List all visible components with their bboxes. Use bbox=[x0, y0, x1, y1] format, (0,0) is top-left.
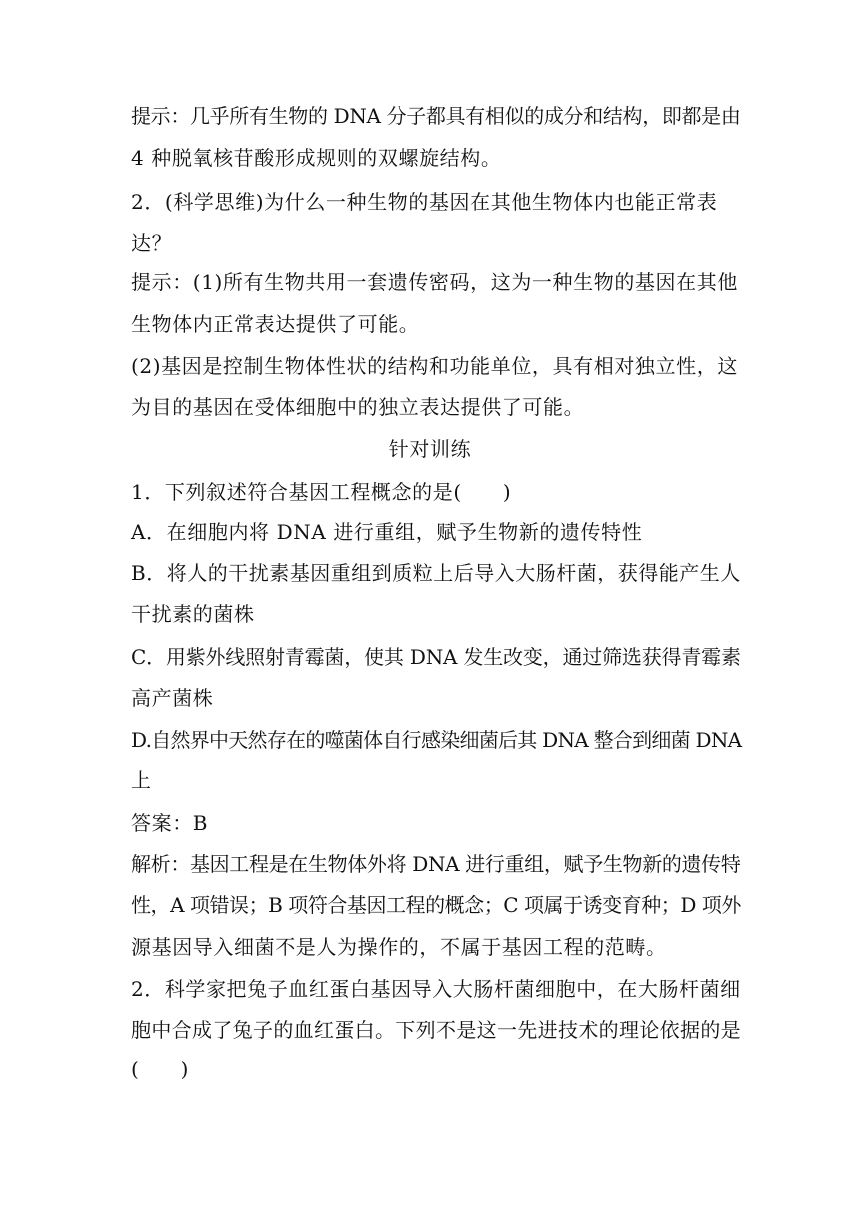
question2-line2: 达？ bbox=[131, 231, 173, 255]
exercise1-option-c-line1: C．用紫外线照射青霉菌，使其 DNA 发生改变，通过筛选获得青霉素 bbox=[131, 645, 741, 669]
tip1-line1: 提示：几乎所有生物的 DNA 分子都具有相似的成分和结构，即都是由 bbox=[131, 104, 741, 128]
exercise1-option-c-line2: 高产菌株 bbox=[131, 686, 214, 710]
exercise1-option-d-line1: D.自然界中天然存在的噬菌体自行感染细菌后其 DNA 整合到细菌 DNA bbox=[131, 728, 742, 752]
section-title: 针对训练 bbox=[388, 437, 472, 461]
exercise2-line2: 胞中合成了兔子的血红蛋白。下列不是这一先进技术的理论依据的是 bbox=[131, 1018, 741, 1042]
exercise1-option-b-line2: 干扰素的菌株 bbox=[131, 602, 255, 626]
tip2-line1: 提示：(1)所有生物共用一套遗传密码，这为一种生物的基因在其他 bbox=[131, 270, 738, 294]
exercise1-option-b-line1: B．将人的干扰素基因重组到质粒上后导入大肠杆菌，获得能产生人 bbox=[131, 561, 741, 585]
exercise2-line1: 2．科学家把兔子血红蛋白基因导入大肠杆菌细胞中，在大肠杆菌细 bbox=[131, 977, 741, 1001]
exercise1-option-a: A．在细胞内将 DNA 进行重组，赋予生物新的遗传特性 bbox=[131, 520, 643, 544]
exercise1-answer: 答案：B bbox=[131, 811, 209, 835]
exercise1-analysis-line2: 性，A 项错误；B 项符合基因工程的概念；C 项属于诱变育种；D 项外 bbox=[131, 893, 741, 917]
tip1-line2: 4 种脱氧核苷酸形成规则的双螺旋结构。 bbox=[131, 146, 502, 170]
exercise1-analysis-line1: 解析：基因工程是在生物体外将 DNA 进行重组，赋予生物新的遗传特 bbox=[131, 852, 741, 876]
question2-line1: 2．(科学思维)为什么一种生物的基因在其他生物体内也能正常表 bbox=[131, 190, 718, 214]
tip2-line2: 生物体内正常表达提供了可能。 bbox=[131, 312, 420, 336]
exercise1-option-d-line2: 上 bbox=[131, 768, 152, 792]
tip2-line3: (2)基因是控制生物体性状的结构和功能单位，具有相对独立性，这 bbox=[131, 354, 738, 378]
exercise1-analysis-line3: 源基因导入细菌不是人为操作的，不属于基因工程的范畴。 bbox=[131, 935, 667, 959]
exercise2-line3: ( ) bbox=[131, 1057, 190, 1081]
tip2-line4: 为目的基因在受体细胞中的独立表达提供了可能。 bbox=[131, 395, 585, 419]
exercise1-question: 1．下列叙述符合基因工程概念的是( ) bbox=[131, 480, 512, 504]
